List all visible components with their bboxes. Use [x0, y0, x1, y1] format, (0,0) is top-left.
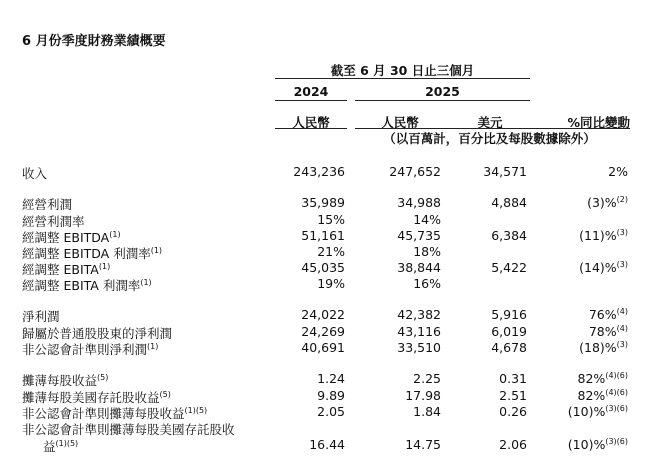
value-2025-rmb: 38,844 [397, 260, 441, 275]
row-label: 經營利潤率 [22, 214, 85, 229]
table-row [0, 276, 649, 292]
value-yoy-change: (14)%$^{(3)}$ [579, 259, 628, 275]
value-2024-rmb: 1.24 [317, 371, 345, 386]
value-2025-rmb: 1.84 [413, 404, 441, 419]
value-2025-usd: 6,019 [491, 324, 527, 339]
row-label: 攤薄每股收益$^{(5)}$ [22, 372, 109, 388]
table-row [0, 244, 649, 260]
units-note: （以百萬計，百分比及每股數據除外） [383, 131, 596, 146]
row-label: 非公認會計準則攤薄每股收益$^{(1)(5)}$ [22, 405, 208, 421]
value-yoy-change: 2% [608, 164, 628, 179]
value-2024-rmb: 243,236 [293, 164, 345, 179]
value-2025-rmb: 14.75 [405, 437, 441, 452]
footnote-marker: (3) [616, 259, 628, 269]
row-label: 經調整 EBITDA$^{(1)}$ [22, 229, 121, 245]
table-row [0, 307, 649, 323]
row-label: 收入 [22, 166, 48, 181]
table-row [0, 340, 649, 356]
footnote-marker: (5) [97, 372, 109, 382]
row-label: 經調整 EBITA$^{(1)}$ [22, 261, 111, 277]
footnote-marker: (1) [150, 245, 163, 255]
value-2024-rmb: 16.44 [309, 437, 345, 452]
value-2025-usd: 5,916 [491, 307, 527, 322]
value-2025-rmb: 45,735 [397, 228, 441, 243]
value-2025-usd: 34,571 [483, 164, 527, 179]
divider-col-1 [275, 128, 347, 129]
footnote-marker: (1) [98, 261, 111, 271]
value-2024-rmb: 24,269 [301, 324, 345, 339]
table-row [0, 420, 649, 436]
value-2025-rmb: 33,510 [397, 340, 441, 355]
value-2025-rmb: 43,116 [397, 324, 441, 339]
table-row [0, 437, 649, 453]
footnote-marker: (3) [616, 227, 628, 237]
page-title: 6 月份季度財務業績概要 [22, 34, 166, 49]
table-row [0, 324, 649, 340]
footnote-marker: (4) [616, 306, 628, 316]
value-2025-usd: 2.06 [499, 437, 527, 452]
row-label: 淨利潤 [22, 309, 60, 324]
col-usd: 美元 [477, 115, 503, 130]
value-yoy-change: (3)%$^{(2)}$ [587, 194, 628, 210]
value-2024-rmb: 15% [317, 212, 345, 227]
value-2025-rmb: 34,988 [397, 195, 441, 210]
value-2025-usd: 0.26 [499, 404, 527, 419]
footnote-marker: (1) [109, 229, 121, 239]
value-yoy-change: 82%$^{(4)(6)}$ [577, 370, 628, 386]
divider-2025 [355, 100, 530, 101]
value-yoy-change: 78%$^{(4)}$ [588, 323, 628, 339]
row-label: 經調整 EBITDA 利潤率$^{(1)}$ [22, 245, 163, 261]
footnote-marker: (1) [140, 277, 152, 287]
value-2024-rmb: 21% [317, 244, 345, 259]
footnote-marker: (1)(5) [55, 438, 79, 448]
row-label: 歸屬於普通股股東的淨利潤 [22, 326, 173, 341]
value-2025-rmb: 14% [413, 212, 441, 227]
value-yoy-change: (10)%$^{(3)(6)}$ [567, 403, 628, 419]
table-row [0, 404, 649, 420]
footnote-marker: (3) [616, 339, 628, 349]
table-row [0, 212, 649, 228]
table-row [0, 371, 649, 387]
row-label: 非公認會計準則攤薄每股美國存託股收 [22, 422, 235, 437]
footnote-marker: (4)(6) [605, 370, 628, 380]
table-row [0, 228, 649, 244]
footnote-marker: (4) [616, 323, 628, 333]
col-yoy: %同比變動 [567, 115, 630, 130]
value-2024-rmb: 9.89 [317, 388, 345, 403]
row-label: 益$^{(1)(5)}$ [43, 438, 79, 454]
row-label: 非公認會計準則淨利潤$^{(1)}$ [22, 341, 159, 357]
footnote-marker: (3)(6) [605, 436, 628, 446]
table-row [0, 260, 649, 276]
row-label: 經營利潤 [22, 197, 73, 212]
value-2025-rmb: 16% [413, 276, 441, 291]
value-2025-rmb: 18% [413, 244, 441, 259]
value-2025-rmb: 42,382 [397, 307, 441, 322]
footnote-marker: (3)(6) [605, 403, 628, 413]
divider-period [275, 78, 530, 79]
value-2024-rmb: 40,691 [301, 340, 345, 355]
value-2024-rmb: 51,161 [301, 228, 345, 243]
year-2025-header: 2025 [425, 84, 460, 99]
value-yoy-change: (11)%$^{(3)}$ [579, 227, 628, 243]
value-2025-usd: 6,384 [491, 228, 527, 243]
footnote-marker: (5) [159, 389, 171, 399]
table-row [0, 388, 649, 404]
value-2025-usd: 0.31 [499, 371, 527, 386]
divider-2024 [275, 100, 347, 101]
footnote-marker: (1) [147, 341, 159, 351]
col-rmb-2024: 人民幣 [292, 115, 330, 130]
table-row [0, 164, 649, 180]
row-label: 攤薄每股美國存託股收益$^{(5)}$ [22, 389, 171, 405]
value-2025-usd: 2.51 [499, 388, 527, 403]
footnote-marker: (1)(5) [184, 405, 208, 415]
value-2024-rmb: 24,022 [301, 307, 345, 322]
year-2024-header: 2024 [293, 84, 329, 99]
col-rmb-2025: 人民幣 [381, 115, 419, 130]
value-2025-usd: 4,884 [491, 195, 527, 210]
value-2025-rmb: 2.25 [413, 371, 441, 386]
period-header: 截至 6 月 30 日止三個月 [330, 63, 475, 78]
value-2025-rmb: 247,652 [389, 164, 441, 179]
table-row [0, 195, 649, 211]
footnote-marker: (2) [616, 194, 628, 204]
value-2024-rmb: 45,035 [301, 260, 345, 275]
value-2024-rmb: 19% [317, 276, 345, 291]
value-yoy-change: (18)%$^{(3)}$ [579, 339, 628, 355]
value-2025-usd: 4,678 [491, 340, 527, 355]
value-yoy-change: (10)%$^{(3)(6)}$ [567, 436, 628, 452]
value-2025-rmb: 17.98 [405, 388, 441, 403]
value-yoy-change: 76%$^{(4)}$ [588, 306, 628, 322]
footnote-marker: (4)(6) [605, 387, 628, 397]
row-label: 經調整 EBITA 利潤率$^{(1)}$ [22, 277, 152, 293]
value-2025-usd: 5,422 [491, 260, 527, 275]
value-2024-rmb: 35,989 [301, 195, 345, 210]
value-yoy-change: 82%$^{(4)(6)}$ [577, 387, 628, 403]
value-2024-rmb: 2.05 [317, 404, 345, 419]
